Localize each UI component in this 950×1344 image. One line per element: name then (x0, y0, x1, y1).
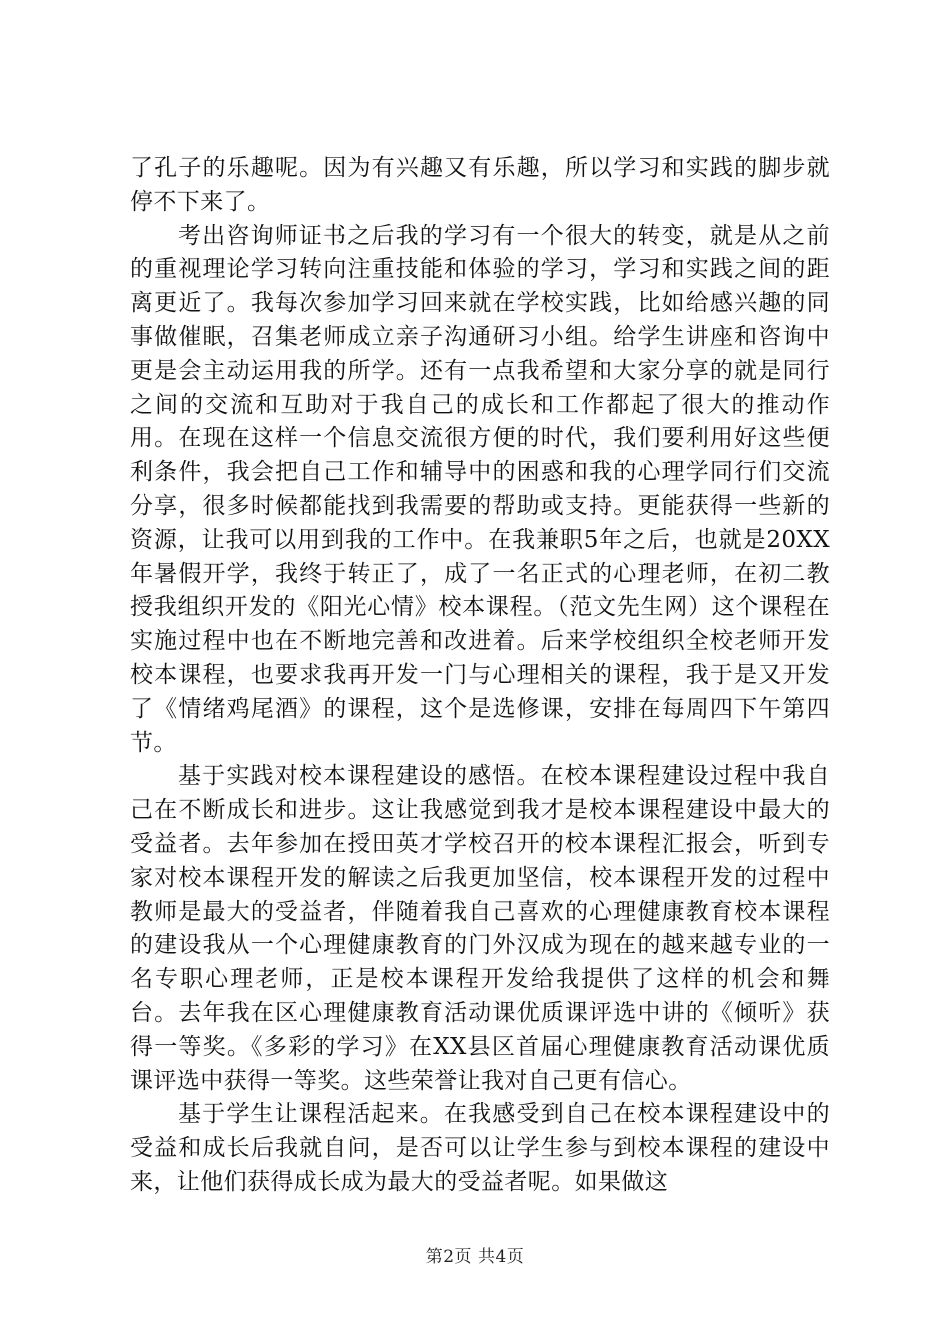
paragraph-study-practice: 考出咨询师证书之后我的学习有一个很大的转变，就是从之前的重视理论学习转向注重技能和体验的学习，学习和实践之间的距离更近了。我每次参加学习回来就在学校实践，比如给感兴趣的同事做催眠，召集老师成立亲子沟通研习小组。给学生讲座和咨询中更是会主动运用我的所学。还有一点我希望和大家分享的就是同行之间的交流和互助对于我自己的成长和工作都起了很大的推动作用。在现在这样一个信息交流很方便的时代，我们要利用好这些便利条件，我会把自己工作和辅导中的困惑和我的心理学同行们交流分享，很多时候都能找到我需要的帮助或支持。更能获得一些新的资源，让我可以用到我的工作中。在我兼职5年之后，也就是20XX年暑假开学，我终于转正了，成了一名正式的心理老师，在初二教授我组织开发的《阳光心情》校本课程。（范文先生网）这个课程在实施过程中也在不断地完善和改进着。后来学校组织全校老师开发校本课程，也要求我再开发一门与心理相关的课程，我于是又开发了《情绪鸡尾酒》的课程，这个是选修课，安排在每周四下午第四节。 (130, 222, 830, 756)
paragraph-continuation: 了孔子的乐趣呢。因为有兴趣又有乐趣，所以学习和实践的脚步就停不下来了。 (130, 155, 830, 215)
page-number-footer: 第2页 共4页 (425, 1247, 525, 1267)
paragraph-course-reflection: 基于实践对校本课程建设的感悟。在校本课程建设过程中我自己在不断成长和进步。这让我感觉到我才是校本课程建设中最大的受益者。去年参加在授田英才学校召开的校本课程汇报会，听到专家对校本课程开发的解读之后我更加坚信，校本课程开发的过程中教师是最大的受益者，伴随着我自己喜欢的心理健康教育校本课程的建设我从一个心理健康教育的门外汉成为现在的越来越专业的一名专职心理老师，正是校本课程开发给我提供了这样的机会和舞台。去年我在区心理健康教育活动课优质课评选中讲的《倾听》获得一等奖。《多彩的学习》在XX县区首届心理健康教育活动课优质课评选中获得一等奖。这些荣誉让我对自己更有信心。 (130, 763, 830, 1094)
document-body (130, 152, 830, 1200)
paragraph-student-course: 基于学生让课程活起来。在我感受到自己在校本课程建设中的受益和成长后我就自问，是否可以让学生参与到校本课程的建设中来，让他们获得成长成为最大的受益者呢。如果做这 (130, 1101, 830, 1195)
